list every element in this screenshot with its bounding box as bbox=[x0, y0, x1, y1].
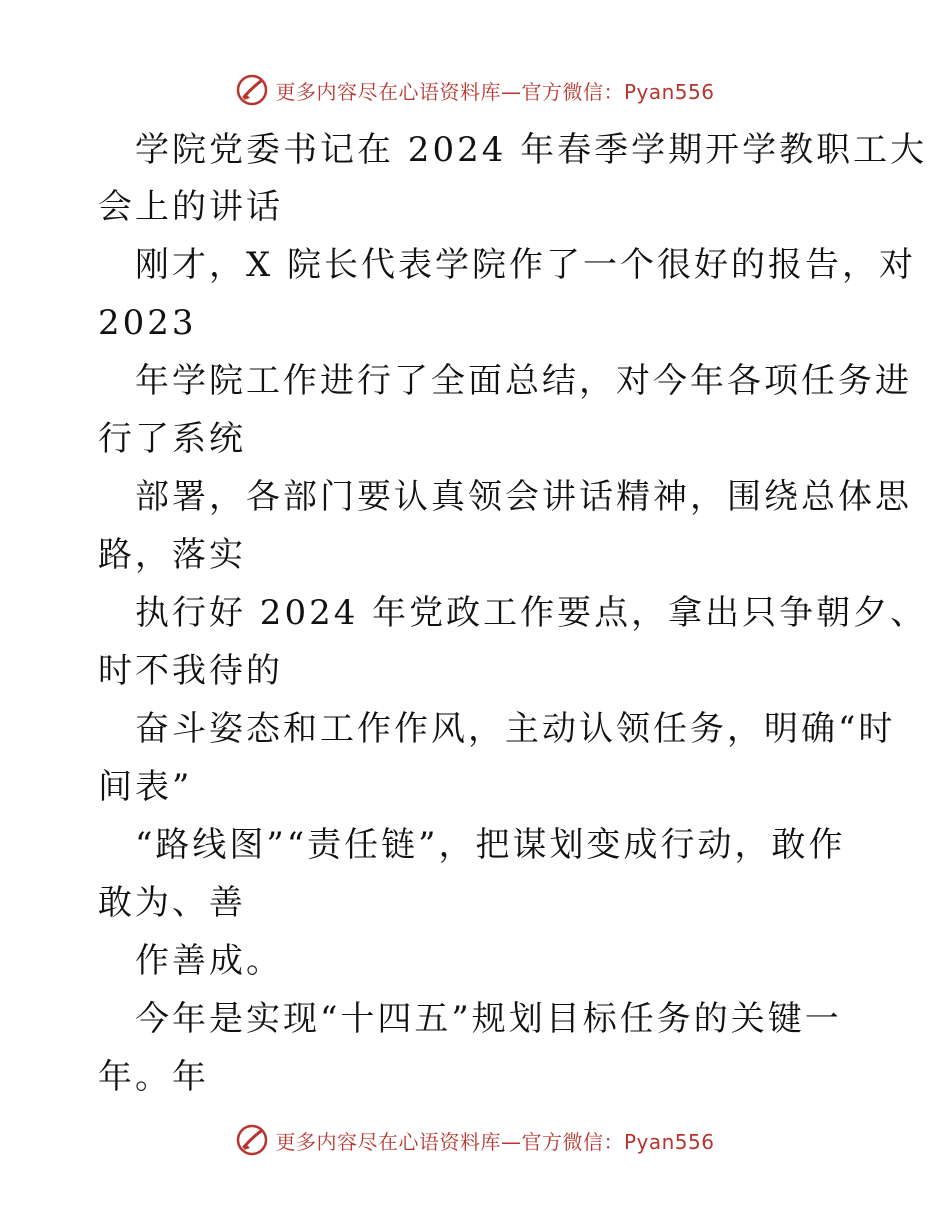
text-line: 间表” bbox=[98, 767, 193, 807]
watermark-group bbox=[235, 73, 714, 107]
text-line: 学院党委书记在 2024 年春季学期开学教职工大 bbox=[135, 130, 928, 170]
text-line: “路线图”“责任链”，把谋划变成行动，敢作 bbox=[135, 825, 846, 865]
watermark-text: 更多内容尽在心语资料库—官方微信：Pyan556 bbox=[275, 1129, 715, 1154]
text-line: 会上的讲话 bbox=[98, 187, 283, 227]
text-line: 奋斗姿态和工作作风，主动认领任务，明确“时 bbox=[135, 709, 896, 749]
text-line: 执行好 2024 年党政工作要点，拿出只争朝夕、 bbox=[135, 593, 928, 633]
header-watermark bbox=[0, 70, 950, 110]
text-line: 路，落实 bbox=[98, 535, 246, 575]
brush-logo-icon bbox=[235, 73, 269, 107]
footer-watermark bbox=[0, 1120, 950, 1160]
text-line: 部署，各部门要认真领会讲话精神，围绕总体思 bbox=[135, 477, 912, 517]
text-line: 时不我待的 bbox=[98, 651, 283, 691]
text-line: 行了系统 bbox=[98, 419, 246, 459]
text-line: 刚才，X 院长代表学院作了一个很好的报告，对 bbox=[135, 245, 917, 285]
text-line: 年。年 bbox=[98, 1057, 209, 1097]
watermark-group bbox=[235, 1123, 714, 1157]
text-line: 今年是实现“十四五”规划目标任务的关键一 bbox=[135, 999, 842, 1039]
text-line: 作善成。 bbox=[135, 941, 283, 981]
text-line: 2023 bbox=[98, 303, 197, 343]
text-line: 年学院工作进行了全面总结，对今年各项任务进 bbox=[135, 361, 912, 401]
text-line: 敢为、善 bbox=[98, 883, 246, 923]
brush-logo-icon bbox=[235, 1123, 269, 1157]
watermark-text: 更多内容尽在心语资料库—官方微信：Pyan556 bbox=[275, 79, 715, 104]
